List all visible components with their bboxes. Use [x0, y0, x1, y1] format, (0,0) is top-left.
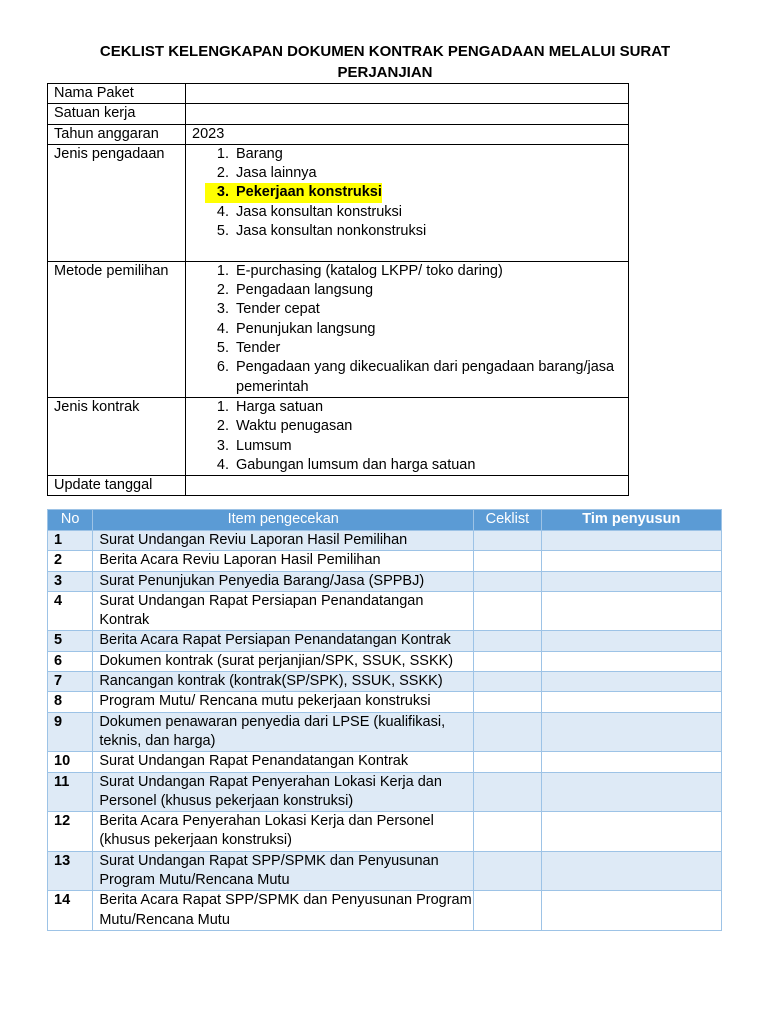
option-number: 5.: [216, 223, 229, 240]
option-item: [192, 358, 628, 397]
option-text: Jasa konsultan konstruksi: [236, 203, 403, 220]
option-number: 2.: [216, 282, 229, 299]
checklist-row: [48, 531, 722, 551]
ceklist-cell[interactable]: [474, 851, 542, 891]
checklist-row: [48, 672, 722, 692]
tahun-anggaran-label: Tahun anggaran: [48, 124, 186, 144]
option-item: [192, 281, 628, 300]
metode-pemilihan-options: [186, 261, 629, 397]
tim-penyusun-cell[interactable]: [541, 672, 721, 692]
option-item: [192, 203, 628, 222]
checklist-row: [48, 851, 722, 891]
row-item: Dokumen penawaran penyedia dari LPSE (kualifikasi, teknis, dan harga): [93, 712, 474, 752]
metode-pemilihan-list: [192, 262, 628, 397]
option-text: Penunjukan langsung: [236, 320, 376, 337]
option-item: [192, 320, 628, 339]
row-number: 12: [48, 812, 93, 852]
option-number: 1.: [216, 262, 229, 279]
row-number: 3: [48, 571, 93, 591]
option-text: Pengadaan yang dikecualikan dari pengadaan barang/jasa pemerintah: [236, 359, 615, 395]
option-text: E-purchasing (katalog LKPP/ toko daring): [236, 262, 503, 279]
option-text: Waktu penugasan: [236, 418, 353, 435]
option-text: Barang: [236, 145, 283, 162]
option-number: 5.: [216, 340, 229, 357]
satuan-kerja-label: Satuan kerja: [48, 104, 186, 124]
ceklist-cell[interactable]: [474, 631, 542, 651]
option-item: [192, 164, 628, 183]
checklist-row: [48, 812, 722, 852]
option-text: Jasa lainnya: [236, 165, 317, 182]
row-number: 13: [48, 851, 93, 891]
option-number: 4.: [216, 203, 229, 220]
header-item: Item pengecekan: [93, 510, 474, 531]
row-item: Berita Acara Reviu Laporan Hasil Pemilihan: [93, 551, 474, 571]
row-number: 4: [48, 591, 93, 631]
row-item: Surat Undangan Rapat Persiapan Penandatangan Kontrak: [93, 591, 474, 631]
checklist-row: [48, 692, 722, 712]
ceklist-cell[interactable]: [474, 651, 542, 671]
option-item: [192, 417, 628, 436]
checklist-row: [48, 752, 722, 772]
checklist-row: [48, 712, 722, 752]
package-info-table: [47, 83, 629, 496]
option-text: Jasa konsultan nonkonstruksi: [236, 223, 427, 240]
option-text: Harga satuan: [236, 398, 324, 415]
row-number: 14: [48, 891, 93, 931]
option-text: Tender: [236, 340, 281, 357]
info-row-jenis-kontrak: [48, 397, 629, 475]
document-title: CEKLIST KELENGKAPAN DOKUMEN KONTRAK PENGADAAN MELALUI SURAT PERJANJIAN: [99, 43, 671, 81]
jenis-kontrak-options: [186, 397, 629, 475]
option-number: 2.: [216, 418, 229, 435]
row-item: Surat Penunjukan Penyedia Barang/Jasa (SPPBJ): [93, 571, 474, 591]
option-item: [192, 262, 628, 281]
option-text: Tender cepat: [236, 301, 320, 318]
option-number: 4.: [216, 456, 229, 473]
option-item-highlighted: [192, 183, 628, 202]
ceklist-cell[interactable]: [474, 712, 542, 752]
header-ceklist: Ceklist: [474, 510, 542, 531]
checklist-header-row: [48, 510, 722, 531]
option-number: 3.: [216, 437, 229, 454]
ceklist-cell[interactable]: [474, 891, 542, 931]
tim-penyusun-cell[interactable]: [541, 571, 721, 591]
metode-pemilihan-label: Metode pemilihan: [48, 261, 186, 397]
jenis-pengadaan-label: Jenis pengadaan: [48, 144, 186, 261]
jenis-kontrak-list: [192, 398, 628, 475]
tim-penyusun-cell[interactable]: [541, 891, 721, 931]
row-number: 10: [48, 752, 93, 772]
tim-penyusun-cell[interactable]: [541, 712, 721, 752]
row-number: 9: [48, 712, 93, 752]
tim-penyusun-cell[interactable]: [541, 651, 721, 671]
nama-paket-label: Nama Paket: [48, 84, 186, 104]
checklist-row: [48, 591, 722, 631]
option-number: 2.: [216, 165, 229, 182]
option-item: [192, 398, 628, 417]
row-number: 11: [48, 772, 93, 812]
ceklist-cell[interactable]: [474, 672, 542, 692]
option-item: [192, 339, 628, 358]
header-tim-penyusun: Tim penyusun: [541, 510, 721, 531]
row-number: 7: [48, 672, 93, 692]
row-number: 2: [48, 551, 93, 571]
option-text: Gabungan lumsum dan harga satuan: [236, 456, 476, 473]
option-item: [192, 437, 628, 456]
nama-paket-value: [186, 84, 629, 104]
satuan-kerja-value: [186, 104, 629, 124]
row-number: 8: [48, 692, 93, 712]
option-number: 4.: [216, 320, 229, 337]
row-item: Berita Acara Rapat SPP/SPMK dan Penyusunan Program Mutu/Rencana Mutu: [93, 891, 474, 931]
row-number: 1: [48, 531, 93, 551]
row-item: Program Mutu/ Rencana mutu pekerjaan konstruksi: [93, 692, 474, 712]
row-item: Surat Undangan Rapat Penandatangan Kontrak: [93, 752, 474, 772]
option-number: 1.: [216, 398, 229, 415]
tim-penyusun-cell[interactable]: [541, 591, 721, 631]
tim-penyusun-cell[interactable]: [541, 851, 721, 891]
row-item: Berita Acara Rapat Persiapan Penandatangan Kontrak: [93, 631, 474, 651]
ceklist-cell[interactable]: [474, 531, 542, 551]
tim-penyusun-cell[interactable]: [541, 812, 721, 852]
row-item: Surat Undangan Rapat SPP/SPMK dan Penyusunan Program Mutu/Rencana Mutu: [93, 851, 474, 891]
tim-penyusun-cell[interactable]: [541, 752, 721, 772]
option-item: [192, 222, 628, 241]
tim-penyusun-cell[interactable]: [541, 772, 721, 812]
row-number: 6: [48, 651, 93, 671]
tim-penyusun-cell[interactable]: [541, 631, 721, 651]
tim-penyusun-cell[interactable]: [541, 692, 721, 712]
row-item: Berita Acara Penyerahan Lokasi Kerja dan Personel (khusus pekerjaan konstruksi): [93, 812, 474, 852]
info-row-update-tanggal: [48, 476, 629, 496]
row-item: Surat Undangan Reviu Laporan Hasil Pemilihan: [93, 531, 474, 551]
info-row-metode-pemilihan: [48, 261, 629, 397]
highlight-mark: [205, 183, 382, 202]
option-text: Pengadaan langsung: [236, 282, 374, 299]
info-row-nama-paket: [48, 84, 629, 104]
info-row-satuan-kerja: [48, 104, 629, 124]
ceklist-cell[interactable]: [474, 752, 542, 772]
tim-penyusun-cell[interactable]: [541, 531, 721, 551]
header-no: No: [48, 510, 93, 531]
row-item: Surat Undangan Rapat Penyerahan Lokasi Kerja dan Personel (khusus pekerjaan konstruksi): [93, 772, 474, 812]
checklist-row: [48, 631, 722, 651]
checklist-row: [48, 571, 722, 591]
option-number: 6.: [216, 359, 229, 376]
option-number: 3.: [216, 184, 229, 201]
option-number: 3.: [216, 301, 229, 318]
row-item: Rancangan kontrak (kontrak(SP/SPK), SSUK, SSKK): [93, 672, 474, 692]
jenis-kontrak-label: Jenis kontrak: [48, 397, 186, 475]
row-item: Dokumen kontrak (surat perjanjian/SPK, SSUK, SSKK): [93, 651, 474, 671]
row-number: 5: [48, 631, 93, 651]
jenis-pengadaan-options: [186, 144, 629, 261]
info-row-jenis-pengadaan: [48, 144, 629, 261]
option-item: [192, 456, 628, 475]
checklist-row: [48, 551, 722, 571]
ceklist-cell[interactable]: [474, 591, 542, 631]
ceklist-cell[interactable]: [474, 692, 542, 712]
ceklist-cell[interactable]: [474, 772, 542, 812]
checklist-row: [48, 891, 722, 931]
info-row-tahun-anggaran: [48, 124, 629, 144]
tim-penyusun-cell[interactable]: [541, 551, 721, 571]
checklist-row: [48, 651, 722, 671]
checklist-body: [48, 531, 722, 931]
update-tanggal-label: Update tanggal: [48, 476, 186, 496]
ceklist-cell[interactable]: [474, 812, 542, 852]
tahun-anggaran-value: 2023: [186, 124, 629, 144]
option-text: Pekerjaan konstruksi: [236, 184, 382, 201]
ceklist-cell[interactable]: [474, 551, 542, 571]
update-tanggal-value: [186, 476, 629, 496]
option-number: 1.: [216, 145, 229, 162]
checklist-table: [47, 509, 722, 931]
checklist-row: [48, 772, 722, 812]
option-text: Lumsum: [236, 437, 292, 454]
jenis-pengadaan-list: [192, 145, 628, 241]
option-item: [192, 145, 628, 164]
option-item: [192, 300, 628, 319]
ceklist-cell[interactable]: [474, 571, 542, 591]
